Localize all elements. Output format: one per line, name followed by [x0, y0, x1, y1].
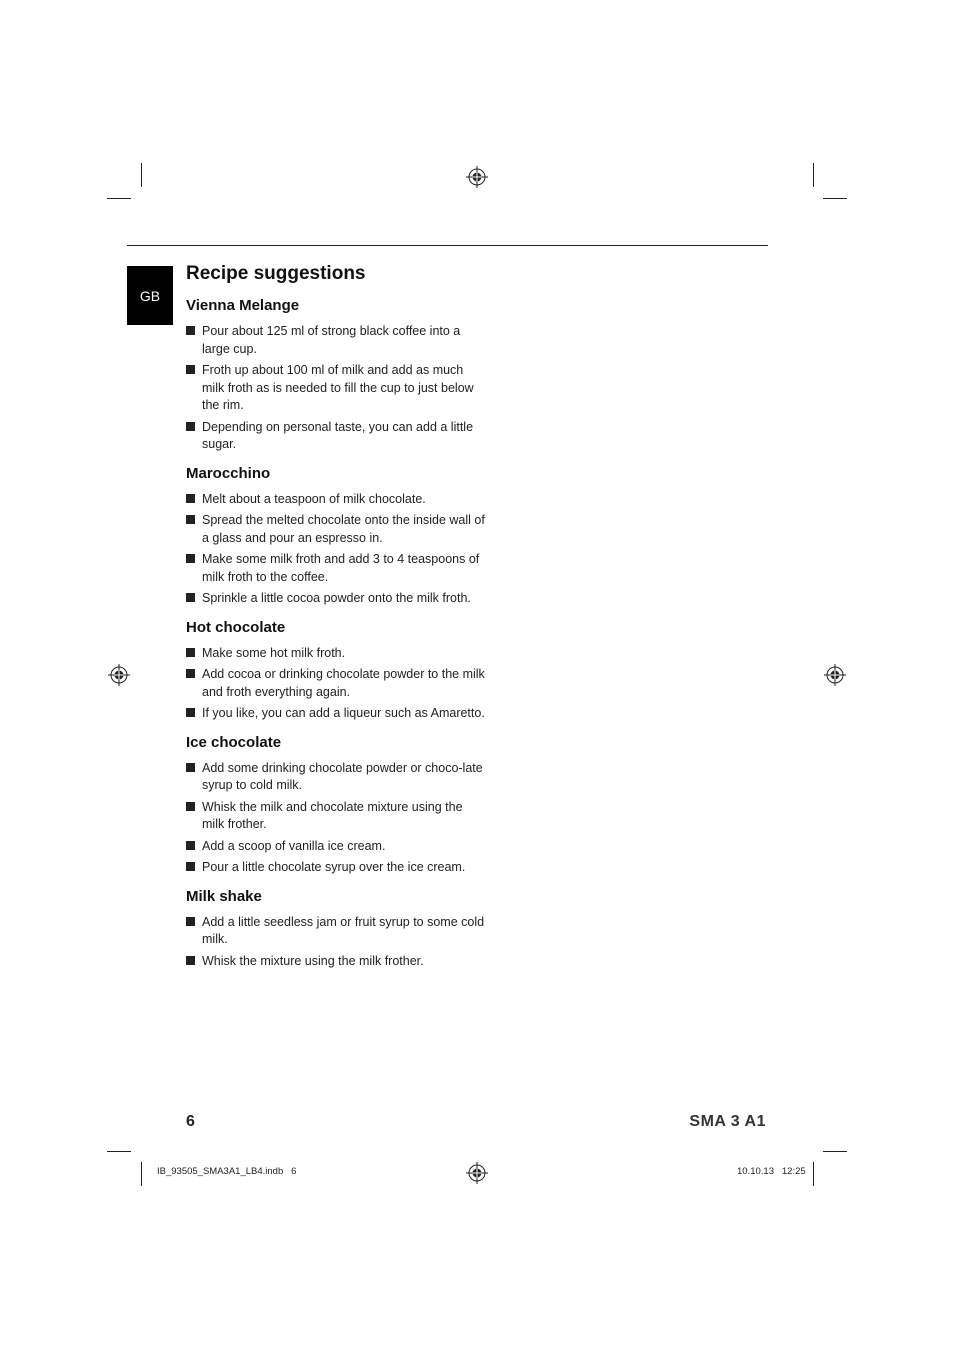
- list-item-text: Pour about 125 ml of strong black coffee into a large cup.: [202, 324, 461, 356]
- list-item: [186, 953, 486, 971]
- list-item-text: Add a little seedless jam or fruit syrup to some cold milk.: [202, 914, 485, 946]
- list-item: [186, 419, 486, 454]
- crop-mark: [107, 1151, 131, 1152]
- list-item: [186, 512, 486, 547]
- list-item-text: Make some hot milk froth.: [202, 645, 346, 660]
- list-item-text: Sprinkle a little cocoa powder onto the milk froth.: [202, 591, 471, 605]
- model-name: SMA 3 A1: [689, 1113, 766, 1130]
- list-item-text: Add cocoa or drinking chocolate powder to the milk and froth everything again.: [202, 667, 485, 699]
- header-rule: [127, 245, 768, 246]
- crop-mark: [141, 163, 142, 187]
- list-item-text: Melt about a teaspoon of milk chocolate.: [202, 491, 426, 506]
- list-item: [186, 914, 486, 949]
- list-item: [186, 491, 486, 509]
- crop-mark: [141, 1162, 142, 1186]
- section-heading: Ice chocolate: [186, 733, 282, 751]
- bullet-square-icon: [186, 494, 195, 503]
- list-item-text: Add a scoop of vanilla ice cream.: [202, 838, 386, 853]
- bullet-square-icon: [186, 763, 195, 772]
- step-list: [186, 645, 486, 723]
- recipe-content: [186, 262, 486, 980]
- list-item: [186, 551, 486, 586]
- bullet-square-icon: [186, 365, 195, 374]
- list-item-text: Whisk the mixture using the milk frother.: [202, 953, 424, 968]
- list-item: [186, 362, 486, 415]
- step-list: [186, 323, 486, 454]
- bullet-square-icon: [186, 593, 195, 602]
- page-number: 6: [186, 1113, 195, 1130]
- list-item-text: Depending on personal taste, you can add a little sugar.: [202, 419, 474, 451]
- bullet-square-icon: [186, 422, 195, 431]
- bullet-square-icon: [186, 648, 195, 657]
- crop-mark: [813, 1162, 814, 1186]
- list-item-text: Froth up about 100 ml of milk and add as much milk froth as is needed to fill the cup to just below the rim.: [202, 363, 474, 412]
- section-heading: Hot chocolate: [186, 618, 286, 636]
- step-list: [186, 760, 486, 877]
- list-item-text: Spread the melted chocolate onto the inside wall of a glass and pour an espresso in.: [202, 513, 485, 545]
- bullet-square-icon: [186, 862, 195, 871]
- crop-mark: [107, 198, 131, 199]
- list-item-text: Pour a little chocolate syrup over the ice cream.: [202, 860, 466, 874]
- list-item: [186, 590, 486, 608]
- bullet-square-icon: [186, 669, 195, 678]
- list-item-text: Make some milk froth and add 3 to 4 teaspoons of milk froth to the coffee.: [202, 552, 480, 584]
- print-slug-date: 10.10.13 12:25: [737, 1166, 806, 1177]
- registration-mark-icon: [466, 166, 488, 188]
- list-item: [186, 705, 486, 723]
- bullet-square-icon: [186, 841, 195, 850]
- crop-mark: [823, 1151, 847, 1152]
- section-heading: Vienna Melange: [186, 297, 300, 314]
- step-list: [186, 491, 486, 608]
- section-heading: Marocchino: [186, 464, 271, 482]
- bullet-square-icon: [186, 515, 195, 524]
- registration-mark-icon: [824, 664, 846, 686]
- list-item: [186, 645, 486, 663]
- crop-mark: [823, 198, 847, 199]
- list-item-text: Add some drinking chocolate powder or choco-late syrup to cold milk.: [202, 760, 483, 792]
- registration-mark-icon: [466, 1162, 488, 1184]
- list-item: [186, 323, 486, 358]
- list-item-text: Whisk the milk and chocolate mixture using the milk frother.: [202, 799, 463, 831]
- language-tab: GB: [127, 266, 173, 325]
- bullet-square-icon: [186, 708, 195, 717]
- list-item: [186, 799, 486, 834]
- bullet-square-icon: [186, 554, 195, 563]
- bullet-square-icon: [186, 917, 195, 926]
- bullet-square-icon: [186, 956, 195, 965]
- registration-mark-icon: [108, 664, 130, 686]
- bullet-square-icon: [186, 326, 195, 335]
- recipe-sections: [186, 296, 486, 970]
- section-heading: Milk shake: [186, 887, 262, 905]
- list-item: [186, 760, 486, 795]
- print-slug-file: IB_93505_SMA3A1_LB4.indb 6: [157, 1166, 297, 1177]
- list-item: [186, 838, 486, 856]
- list-item-text: If you like, you can add a liqueur such as Amaretto.: [202, 706, 485, 720]
- list-item: [186, 859, 486, 877]
- list-item: [186, 666, 486, 701]
- step-list: [186, 914, 486, 971]
- crop-mark: [813, 163, 814, 187]
- bullet-square-icon: [186, 802, 195, 811]
- page-title: Recipe suggestions: [186, 263, 366, 284]
